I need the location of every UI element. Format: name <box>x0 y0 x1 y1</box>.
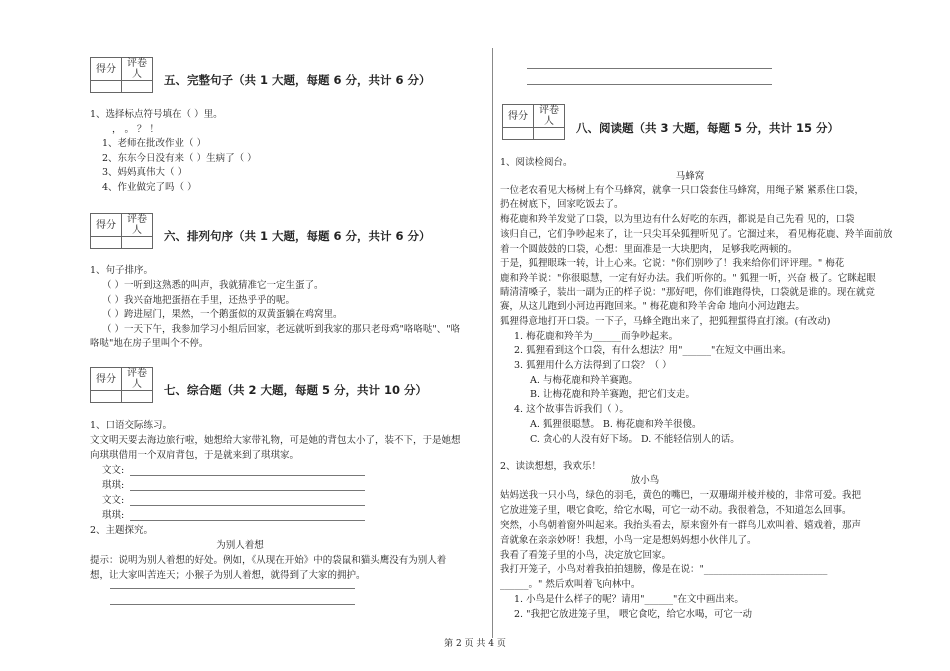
grader-label: 评卷人 <box>122 58 153 81</box>
section6-heading: 六、排列句序（共 1 大题，每题 6 分，共计 6 分） <box>164 229 431 243</box>
text-line: 3、妈妈真伟大（ ） <box>102 167 188 178</box>
score-label: 得分 <box>91 58 122 81</box>
score-label: 得分 <box>91 368 122 391</box>
text-line: 我看了看笼子里的小鸟，决定放它回家。 <box>500 550 672 561</box>
score-label: 得分 <box>503 105 534 128</box>
text-line: 1、老师在批改作业（ ） <box>102 138 207 149</box>
text-line: 文文明天要去海边旅行啦，她想给大家带礼物，可是她的背包太小了，装不下，于是她想 <box>90 435 461 446</box>
text-line: 2、东东今日没有来（ ）生病了（ ） <box>102 153 257 164</box>
text-line: 4、作业做完了吗（ ） <box>102 182 197 193</box>
text-line: 该归自己，它们争吵起来了，让一只尖耳朵狐狸听见了。它溜过来， 看见梅花鹿、羚羊面前放 <box>500 229 893 240</box>
section8-heading: 八、阅读题（共 3 大题，每题 5 分，共计 15 分） <box>576 121 840 135</box>
answer-label: 琪琪: <box>102 480 125 491</box>
grader-cell <box>122 81 153 93</box>
text-line: 它放进笼子里，喂它食吃，给它水喝，可它一动不动。我很着急，不知道怎么回事。 <box>500 505 852 516</box>
question-line: 2. 狐狸看到这个口袋，有什么想法？用"______"在短文中画出来。 <box>514 345 792 356</box>
score-cell <box>503 128 534 140</box>
question-line: 1. 梅花鹿和羚羊为______而争吵起来。 <box>514 331 679 342</box>
text-line: （ ）一听到这熟悉的叫声，我就猜准它一定生蛋了。 <box>102 280 324 291</box>
text-line: 1、句子排序。 <box>90 265 154 276</box>
option-line: B. 让梅花鹿和羚羊赛跑，把它们支走。 <box>530 389 696 400</box>
text-line: 我打开笼子，小鸟对着我拍拍翅膀，像是在说："__________________________ <box>500 564 828 575</box>
text-line: 1、阅读检阅台。 <box>500 157 573 168</box>
section5-heading: 五、完整句子（共 1 大题，每题 6 分，共计 6 分） <box>164 73 431 87</box>
text-line: ______。" 然后欢叫着飞向林中。 <box>500 579 641 590</box>
text-line: ， 。 ？ ！ <box>112 124 160 135</box>
text-line: 向琪琪借用一个双肩背包，于是就来到了琪琪家。 <box>90 450 300 461</box>
answer-line <box>527 68 772 69</box>
text-line: 2、主题探究。 <box>90 525 154 536</box>
text-line: （ ）一天下午，我参加学习小组后回家，老远就听到我家的那只老母鸡"咯咯哒"、"咯 <box>102 324 461 335</box>
text-line: 狐狸得意地打开口袋。一下子，马蜂全跑出来了，把狐狸蜇得直打滚。(有改动) <box>500 316 831 327</box>
text-line: 音就象在亲亲妙呀！我想，小鸟一定是想妈妈想小伙伴儿了。 <box>500 535 757 546</box>
text-line: 想，让大家叫苦连天；小猴子为别人着想，就得到了大家的拥护。 <box>90 570 366 581</box>
text-line: 梅花鹿和羚羊发觉了口袋，以为里边有什么好吃的东西，都说是自己先看 见的，口袋 <box>500 214 855 225</box>
grader-label: 评卷人 <box>122 214 153 237</box>
text-line: （ ）我兴奋地把蛋捂在手里，还热乎乎的呢。 <box>102 295 296 306</box>
essay-title: 为别人着想 <box>216 540 264 551</box>
score-box <box>90 57 153 93</box>
text-line: 提示：说明为别人着想的好处。例如，《从现在开始》中的袋鼠和猫头鹰没有为别人着 <box>90 555 447 566</box>
grader-cell <box>122 237 153 249</box>
passage-title: 马蜂窝 <box>675 171 705 182</box>
score-label: 得分 <box>91 214 122 237</box>
text-line: 扔在树底下，回家吃饭去了。 <box>500 199 624 210</box>
option-line: A. 与梅花鹿和羚羊赛跑。 <box>530 375 638 386</box>
score-box <box>90 213 153 249</box>
question-line: 2. "我把它放进笼子里， 喂它食吃，给它水喝，可它一动 <box>514 609 752 620</box>
passage-title: 放小鸟 <box>630 475 660 486</box>
question-line: 1. 小鸟是什么样子的呢？请用"______"在文中画出来。 <box>514 594 744 605</box>
grader-cell <box>534 128 565 140</box>
page-footer: 第 2 页 共 4 页 <box>444 639 506 649</box>
text-line: 咯哒"地在房子里叫个不停。 <box>90 338 209 349</box>
score-cell <box>91 391 122 403</box>
text-line: 姑妈送我一只小鸟，绿色的羽毛，黄色的嘴巴，一双珊瑚并棱并棱的，非常可爱。我把 <box>500 490 862 501</box>
text-line: 赛，从这儿跑到小河边再跑回来。" 梅花鹿和羚羊舍命 地向小河边跑去。 <box>500 301 805 312</box>
answer-label: 文文: <box>102 465 125 476</box>
answer-label: 琪琪: <box>102 510 125 521</box>
text-line: 鹿和羚羊说："你很聪慧，一定有好办法。我们听你的。" 狐狸一听，兴奋 极了。它眯起眼 <box>500 273 876 284</box>
grader-cell <box>122 391 153 403</box>
text-line: 着一个圆鼓鼓的口袋，心想：里面准是一大块肥肉， 足够我吃两顿的。 <box>500 244 798 255</box>
answer-line <box>110 588 355 589</box>
answer-line <box>527 84 772 85</box>
answer-line <box>130 475 365 476</box>
score-cell <box>91 81 122 93</box>
text-line: 2、读读想想，我欢乐！ <box>500 461 602 472</box>
text-line: 睛清清嗓子，装出一副为正的样子说："那好吧，你们谁跑得快，口袋就是谁的。现在就竞 <box>500 287 875 298</box>
question-line: 4. 这个故事告诉我们（ ）。 <box>514 404 629 415</box>
score-cell <box>91 237 122 249</box>
text-line: 1、口语交际练习。 <box>90 420 173 431</box>
text-line: （ ）跨进屋门，果然，一个鹅蛋似的双黄蛋躺在鸡窝里。 <box>102 309 343 320</box>
text-line: 突然，小鸟朝着窗外叫起来。我抬头看去，原来窗外有一群鸟儿欢叫着、嬉戏着，那声 <box>500 520 862 531</box>
answer-line <box>130 520 365 521</box>
answer-line <box>130 505 365 506</box>
grader-label: 评卷人 <box>122 368 153 391</box>
text-line: 于是，狐狸眼珠一转，计上心来。它说："你们别吵了！我来给你们评评理。" 梅花 <box>500 258 845 269</box>
answer-line <box>130 490 365 491</box>
answer-label: 文文: <box>102 495 125 506</box>
option-line: A. 狐狸很聪慧。 B. 梅花鹿和羚羊很傻。 <box>530 419 702 430</box>
score-box <box>90 367 153 403</box>
answer-line <box>110 604 355 605</box>
question-line: 3. 狐狸用什么方法得到了口袋？（ ） <box>514 360 672 371</box>
text-line: 1、选择标点符号填在（ ）里。 <box>90 109 223 120</box>
text-line: 一位老农看见大杨树上有个马蜂窝，就拿一只口袋套住马蜂窝，用绳子紧 紧系住口袋， <box>500 185 865 196</box>
section7-heading: 七、综合题（共 2 大题，每题 5 分，共计 10 分） <box>164 383 428 397</box>
option-line: C. 贪心的人没有好下场。 D. 不能轻信别人的话。 <box>530 434 740 445</box>
column-divider <box>492 48 493 638</box>
grader-label: 评卷人 <box>534 105 565 128</box>
score-box <box>502 104 565 140</box>
